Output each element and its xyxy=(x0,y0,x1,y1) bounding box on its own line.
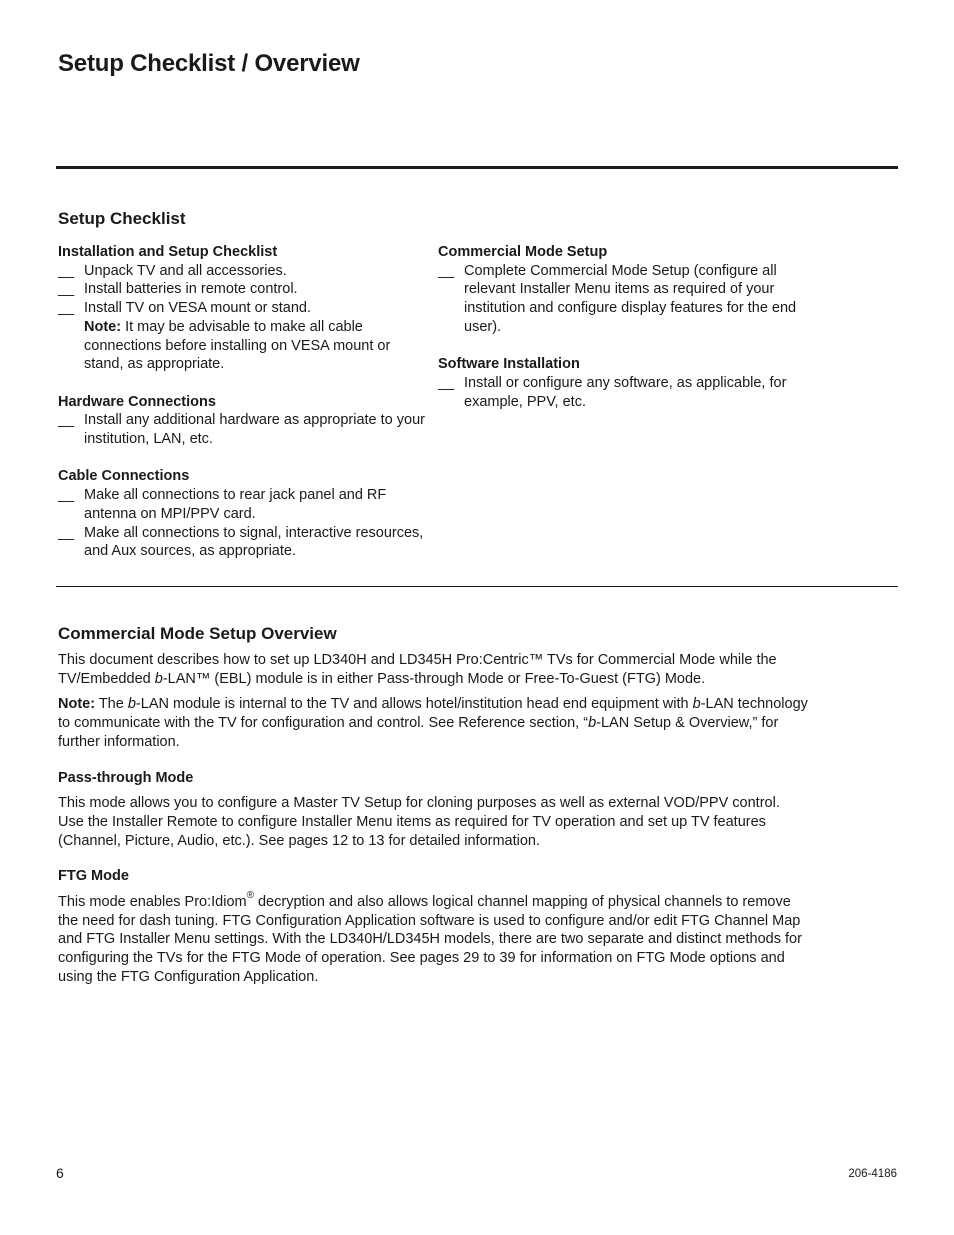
checklist-item-text: Install batteries in remote control. xyxy=(84,281,298,298)
hardware-subheading: Hardware Connections xyxy=(58,393,216,410)
ftg-heading: FTG Mode xyxy=(58,868,129,885)
checklist-item xyxy=(58,299,428,318)
text-run: b xyxy=(127,696,136,713)
overview-body xyxy=(58,651,808,987)
cable-subheading: Cable Connections xyxy=(58,468,190,485)
install-subheading: Installation and Setup Checklist xyxy=(58,244,278,260)
text-run: decryption and also allows logical channel mapping of physical channels to remove the need for dash tuning. FTG Configuration Application software is used to configure and/or edit FTG Channel Map and FTG Installer Menu settings. With the LD340H/LD345H models, there are two separate and distinct methods for configuring the TVs for the FTG Mode of operation. See pages 29 to 39 for information on FTG Mode options and using the FTG Configuration Application. xyxy=(58,894,802,985)
note-label: Note: xyxy=(84,318,122,335)
checklist-item xyxy=(438,374,818,411)
text-run: b xyxy=(588,715,597,732)
checklist-item xyxy=(58,524,428,561)
checklist-item-text: Install TV on VESA mount or stand. xyxy=(84,300,312,317)
text-run: -LAN Setup & Overview,” for further information. xyxy=(58,715,779,750)
software-subheading: Software Installation xyxy=(438,356,580,373)
check-blank: __ xyxy=(58,262,75,279)
check-blank: __ xyxy=(58,281,75,298)
check-blank: __ xyxy=(438,262,455,279)
page-title: Setup Checklist / Overview xyxy=(58,50,360,77)
checklist-item xyxy=(58,486,428,523)
checklist-item-text: Install or configure any software, as applicable, for example, PPV, etc. xyxy=(464,374,787,410)
document-number: 206-4186 xyxy=(848,1168,897,1180)
checklist-item-text: Complete Commercial Mode Setup (configure all relevant Installer Menu items as required of your institution and configure display features for the end user). xyxy=(464,262,797,335)
note-label: Note: xyxy=(58,696,96,713)
checklist-item xyxy=(438,262,818,337)
checklist-item-text: Unpack TV and all accessories. xyxy=(84,262,287,279)
overview-heading: Commercial Mode Setup Overview xyxy=(58,624,337,643)
note-text: It may be advisable to make all cable connections before installing on VESA mount or stand, as appropriate. xyxy=(84,318,391,373)
check-blank: __ xyxy=(58,412,75,429)
text-run: b xyxy=(692,696,701,713)
checklist-item xyxy=(58,280,428,299)
checklist-item xyxy=(58,411,428,448)
passthrough-heading: Pass-through Mode xyxy=(58,769,194,786)
commercial-subheading: Commercial Mode Setup xyxy=(438,244,608,260)
text-run: This document describes how to set up LD340H and LD345H Pro:Centric™ TVs for Commercial Mode while the TV/Embedded xyxy=(58,652,777,687)
checklist-item-text: Make all connections to signal, interactive resources, and Aux sources, as appropriate. xyxy=(84,524,424,560)
section-divider xyxy=(56,586,898,587)
checklist-item xyxy=(58,262,428,281)
passthrough-paragraph: This mode allows you to configure a Master TV Setup for cloning purposes as well as external VOD/PPV control. Use the Installer Remote to configure Installer Menu items as required for TV operation and set up TV features (Channel, Picture, Audio, etc.). See pages 12 to 13 for detailed information. xyxy=(58,795,780,849)
note-paragraph xyxy=(58,695,808,751)
install-note xyxy=(58,318,428,374)
text-run: -LAN™ (EBL) module is in either Pass-through Mode or Free-To-Guest (FTG) Mode. xyxy=(162,670,706,687)
text-run: The xyxy=(95,696,128,713)
intro-paragraph xyxy=(58,651,808,688)
text-run: b xyxy=(154,670,163,687)
checklist-right-column xyxy=(438,243,818,411)
registered-mark: ® xyxy=(246,890,254,902)
checklist-item-text: Install any additional hardware as appropriate to your institution, LAN, etc. xyxy=(84,412,425,448)
check-blank: __ xyxy=(438,374,455,391)
check-blank: __ xyxy=(58,524,75,541)
check-blank: __ xyxy=(58,487,75,504)
ftg-paragraph xyxy=(58,890,808,987)
text-run: This mode enables Pro:Idiom xyxy=(58,894,247,911)
text-run: -LAN module is internal to the TV and allows hotel/institution head end equipment with xyxy=(135,696,693,713)
text-run: -LAN technology to communicate with the TV for configuration and control. See Reference section, “ xyxy=(58,696,808,732)
checklist-item-text: Make all connections to rear jack panel and RF antenna on MPI/PPV card. xyxy=(84,487,387,522)
setup-checklist-heading: Setup Checklist xyxy=(58,209,186,228)
page-number: 6 xyxy=(56,1165,64,1181)
checklist-left-column xyxy=(58,243,428,561)
title-divider xyxy=(56,166,898,169)
check-blank: __ xyxy=(58,300,75,317)
